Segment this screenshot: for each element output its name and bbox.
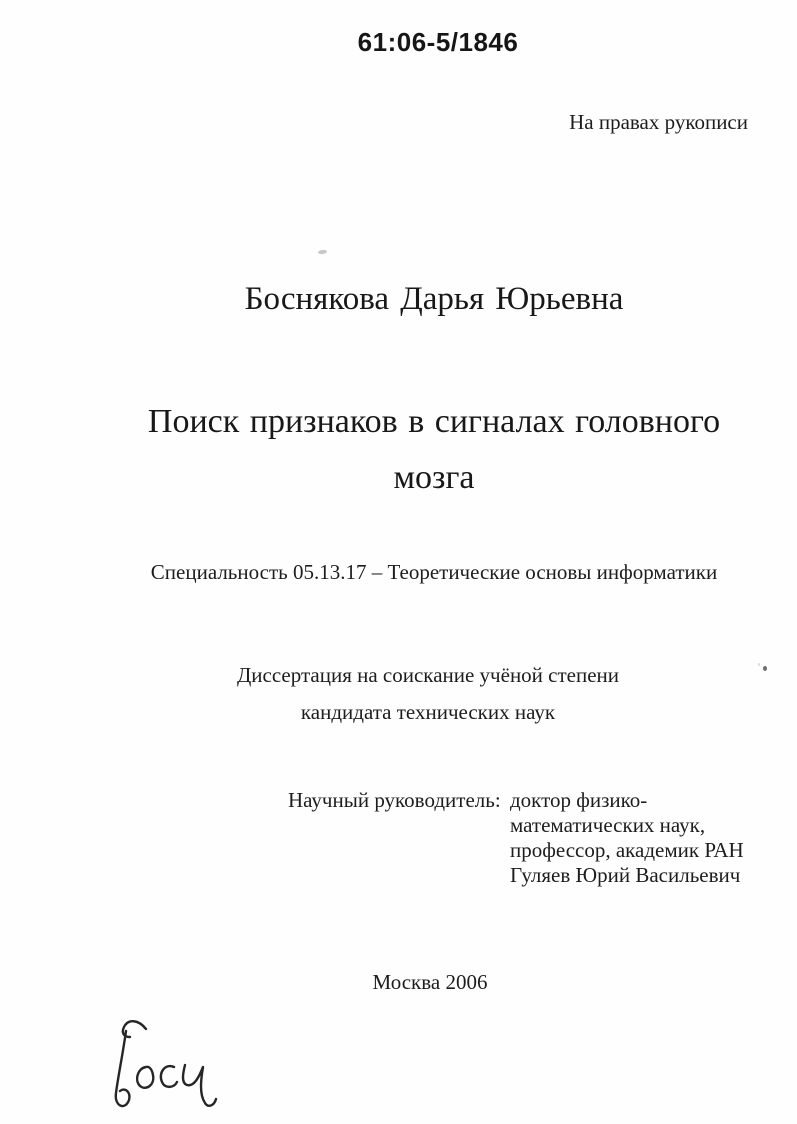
supervisor-detail-line: доктор физико- bbox=[510, 788, 648, 812]
supervisor-section bbox=[288, 788, 748, 888]
manuscript-rights-note: На правах рукописи bbox=[569, 110, 748, 134]
scan-speck bbox=[763, 666, 767, 671]
dissertation-title-line2: мозга bbox=[393, 459, 475, 496]
dissertation-title bbox=[66, 394, 797, 506]
signature-svg bbox=[84, 1006, 244, 1118]
catalog-number: 61:06-5/1846 bbox=[357, 27, 519, 57]
specialty-line: Специальность 05.13.17 – Теоретические основы информатики bbox=[150, 560, 718, 584]
supervisor-name-line: Гуляев Юрий Васильевич bbox=[510, 863, 741, 887]
author-name: Боснякова Дарья Юрьевна bbox=[244, 281, 624, 317]
degree-statement-line1: Диссертация на соискание учёной степени bbox=[236, 663, 620, 687]
supervisor-label: Научный руководитель: bbox=[288, 788, 501, 812]
degree-statement-line2: кандидата технических наук bbox=[300, 700, 556, 724]
supervisor-details bbox=[510, 788, 748, 888]
city-year-line: Москва 2006 bbox=[372, 970, 488, 994]
signature-handwriting bbox=[84, 1006, 244, 1118]
supervisor-detail-line: математических наук, bbox=[510, 813, 706, 837]
dissertation-title-line1: Поиск признаков в сигналах головного bbox=[147, 403, 721, 440]
supervisor-detail-line: профессор, академик РАН bbox=[510, 838, 744, 862]
degree-statement bbox=[60, 657, 796, 731]
scan-speck bbox=[318, 249, 327, 254]
